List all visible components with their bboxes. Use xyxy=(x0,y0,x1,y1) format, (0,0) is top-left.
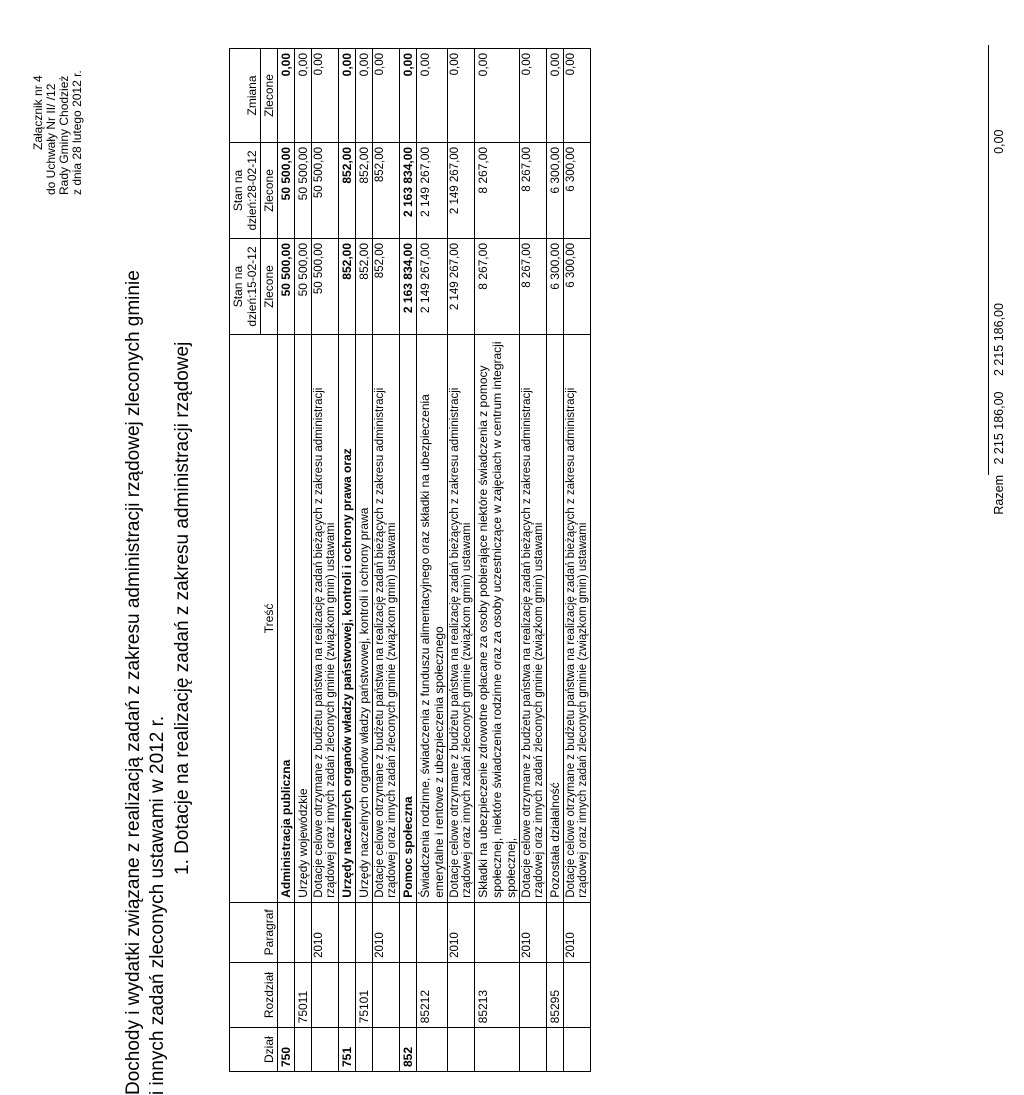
cell-value-2: 50 500,00 xyxy=(278,142,295,238)
cell-value-2: 852,00 xyxy=(339,142,356,238)
cell-dzial: 750 xyxy=(278,1028,295,1072)
cell-dzial: 751 xyxy=(339,1028,356,1072)
cell-paragraf xyxy=(356,902,373,962)
total-row xyxy=(992,15,1006,535)
cell-tresc: Urzędy naczelnych organów władzy państwowej, kontroli i ochrony prawa xyxy=(356,335,373,903)
cell-tresc: Dotacje celowe otrzymane z budżetu państwa na realizację zadań bieżących z zakresu administracji rządowej oraz innych zadań zleconych gminie (związkom gmin) ustawami xyxy=(520,335,547,903)
cell-rozdzial xyxy=(373,962,400,1028)
header-tresc: Treść xyxy=(230,335,278,903)
cell-value-2: 2 149 267,00 xyxy=(417,142,448,238)
cell-value-3: 0,00 xyxy=(475,49,520,143)
cell-value-2: 852,00 xyxy=(373,142,400,238)
cell-paragraf xyxy=(400,902,417,962)
cell-tresc: Dotacje celowe otrzymane z budżetu państwa na realizację zadań bieżących z zakresu administracji rządowej oraz innych zadań zleconych gminie (związkom gmin) ustawami xyxy=(312,335,339,903)
attachment-line: z dnia 28 lutego 2012 r. xyxy=(70,70,84,195)
cell-value-1: 2 149 267,00 xyxy=(448,239,475,335)
header-col3-sub: Zlecone xyxy=(261,49,278,143)
cell-value-1: 852,00 xyxy=(373,239,400,335)
attachment-line: do Uchwały Nr II/ /12 xyxy=(44,83,58,195)
cell-rozdzial xyxy=(312,962,339,1028)
header-paragraf: Paragraf xyxy=(230,902,278,962)
cell-dzial xyxy=(564,1028,591,1072)
cell-tresc: Administracja publiczna xyxy=(278,335,295,903)
cell-tresc: Dotacje celowe otrzymane z budżetu państwa na realizację zadań bieżących z zakresu administracji rządowej oraz innych zadań zleconych gminie (związkom gmin) ustawami xyxy=(448,335,475,903)
attachment-line: Rady Gminy Chodzież xyxy=(57,75,71,195)
cell-value-3: 0,00 xyxy=(520,49,547,143)
cell-dzial xyxy=(295,1028,312,1072)
cell-value-1: 50 500,00 xyxy=(278,239,295,335)
cell-value-3: 0,00 xyxy=(400,49,417,143)
cell-rozdzial xyxy=(278,962,295,1028)
header-col3: Zmiana xyxy=(230,49,261,143)
cell-rozdzial: 85295 xyxy=(547,962,564,1028)
cell-value-1: 50 500,00 xyxy=(312,239,339,335)
subsidies-table xyxy=(229,48,591,1072)
table-row xyxy=(417,49,448,1072)
cell-value-2: 852,00 xyxy=(356,142,373,238)
cell-value-3: 0,00 xyxy=(417,49,448,143)
table-row xyxy=(278,49,295,1072)
total-rule xyxy=(988,45,989,475)
header-rozdzial: Rozdział xyxy=(230,962,278,1028)
cell-tresc: Pomoc społeczna xyxy=(400,335,417,903)
table-row xyxy=(400,49,417,1072)
table-row xyxy=(520,49,547,1072)
header-col2: Stan na dzień:28-02-12 xyxy=(230,142,261,238)
title-line-1: Dochody i wydatki związane z realizacją zadań z zakresu administracji rządowej zleconych gminie xyxy=(123,270,144,1095)
cell-value-1: 852,00 xyxy=(339,239,356,335)
cell-rozdzial: 75011 xyxy=(295,962,312,1028)
total-value-1: 2 215 186,00 xyxy=(992,391,1006,465)
cell-tresc: Pozostała działalność xyxy=(547,335,564,903)
cell-dzial xyxy=(373,1028,400,1072)
cell-value-2: 2 163 834,00 xyxy=(400,142,417,238)
cell-paragraf: 2010 xyxy=(312,902,339,962)
attachment-note xyxy=(32,45,84,285)
total-label: Razem xyxy=(992,475,1006,515)
table-row xyxy=(475,49,520,1072)
cell-paragraf xyxy=(295,902,312,962)
cell-tresc: Urzędy naczelnych organów władzy państwowej, kontroli i ochrony prawa oraz xyxy=(339,335,356,903)
table-row xyxy=(295,49,312,1072)
cell-rozdzial xyxy=(564,962,591,1028)
cell-value-1: 2 163 834,00 xyxy=(400,239,417,335)
total-value-3: 0,00 xyxy=(992,129,1006,154)
cell-value-3: 0,00 xyxy=(547,49,564,143)
title-line-3: 1. Dotacje na realizację zadań z zakresu administracji rządowej xyxy=(172,341,193,875)
cell-rozdzial: 85213 xyxy=(475,962,520,1028)
attachment-line: Załącznik nr 4 xyxy=(31,75,45,150)
table-row xyxy=(356,49,373,1072)
table-row xyxy=(448,49,475,1072)
cell-dzial xyxy=(417,1028,448,1072)
cell-tresc: Dotacje celowe otrzymane z budżetu państwa na realizację zadań bieżących z zakresu administracji rządowej oraz innych zadań zleconych gminie (związkom gmin) ustawami xyxy=(564,335,591,903)
cell-value-1: 2 149 267,00 xyxy=(417,239,448,335)
cell-rozdzial xyxy=(339,962,356,1028)
cell-tresc: Dotacje celowe otrzymane z budżetu państwa na realizację zadań bieżących z zakresu administracji rządowej oraz innych zadań zleconych gminie (związkom gmin) ustawami xyxy=(373,335,400,903)
table-row xyxy=(373,49,400,1072)
table-row xyxy=(312,49,339,1072)
cell-value-3: 0,00 xyxy=(339,49,356,143)
cell-paragraf xyxy=(339,902,356,962)
cell-paragraf: 2010 xyxy=(448,902,475,962)
cell-value-1: 50 500,00 xyxy=(295,239,312,335)
cell-dzial xyxy=(547,1028,564,1072)
cell-paragraf xyxy=(475,902,520,962)
cell-value-3: 0,00 xyxy=(278,49,295,143)
cell-value-1: 8 267,00 xyxy=(475,239,520,335)
cell-value-3: 0,00 xyxy=(295,49,312,143)
cell-rozdzial xyxy=(448,962,475,1028)
cell-value-3: 0,00 xyxy=(373,49,400,143)
table-row xyxy=(564,49,591,1072)
cell-dzial xyxy=(356,1028,373,1072)
cell-value-3: 0,00 xyxy=(356,49,373,143)
cell-value-2: 6 300,00 xyxy=(547,142,564,238)
table-body xyxy=(278,49,591,1072)
cell-value-3: 0,00 xyxy=(312,49,339,143)
cell-value-2: 6 300,00 xyxy=(564,142,591,238)
cell-value-2: 2 149 267,00 xyxy=(448,142,475,238)
cell-rozdzial: 85212 xyxy=(417,962,448,1028)
cell-value-3: 0,00 xyxy=(448,49,475,143)
cell-paragraf xyxy=(417,902,448,962)
cell-tresc: Składki na ubezpieczenie zdrowotne opłacane za osoby pobierające niektóre świadczenia z pomocy społecznej, niektóre świadczenia rodzinne oraz za osoby uczestniczące w zajęciach w centrum integracji społecznej, xyxy=(475,335,520,903)
cell-dzial xyxy=(520,1028,547,1072)
cell-dzial xyxy=(475,1028,520,1072)
cell-dzial xyxy=(312,1028,339,1072)
cell-dzial: 852 xyxy=(400,1028,417,1072)
cell-value-1: 8 267,00 xyxy=(520,239,547,335)
cell-value-2: 8 267,00 xyxy=(520,142,547,238)
cell-value-2: 8 267,00 xyxy=(475,142,520,238)
cell-rozdzial xyxy=(400,962,417,1028)
cell-tresc: Świadczenia rodzinne, świadczenia z funduszu alimentacyjnego oraz składki na ubezpieczenia emerytalne i rentowe z ubezpieczenia społecznego xyxy=(417,335,448,903)
cell-value-1: 6 300,00 xyxy=(564,239,591,335)
cell-paragraf xyxy=(278,902,295,962)
header-dzial: Dział xyxy=(230,1028,278,1072)
cell-value-1: 852,00 xyxy=(356,239,373,335)
header-col1: Stan na dzień:15-02-12 xyxy=(230,239,261,335)
cell-value-2: 50 500,00 xyxy=(295,142,312,238)
table-row xyxy=(547,49,564,1072)
header-col1-sub: Zlecone xyxy=(261,239,278,335)
cell-value-2: 50 500,00 xyxy=(312,142,339,238)
cell-rozdzial xyxy=(520,962,547,1028)
cell-rozdzial: 75101 xyxy=(356,962,373,1028)
header-col2-sub: Zlecone xyxy=(261,142,278,238)
cell-tresc: Urzędy wojewódzkie xyxy=(295,335,312,903)
cell-value-3: 0,00 xyxy=(564,49,591,143)
cell-paragraf: 2010 xyxy=(373,902,400,962)
table-row xyxy=(339,49,356,1072)
cell-paragraf xyxy=(547,902,564,962)
cell-dzial xyxy=(448,1028,475,1072)
cell-value-1: 6 300,00 xyxy=(547,239,564,335)
cell-paragraf: 2010 xyxy=(564,902,591,962)
total-value-2: 2 215 186,00 xyxy=(992,303,1006,377)
cell-paragraf: 2010 xyxy=(520,902,547,962)
title-line-2: i innych zadań zleconych ustawami w 2012 r. xyxy=(147,715,168,1095)
